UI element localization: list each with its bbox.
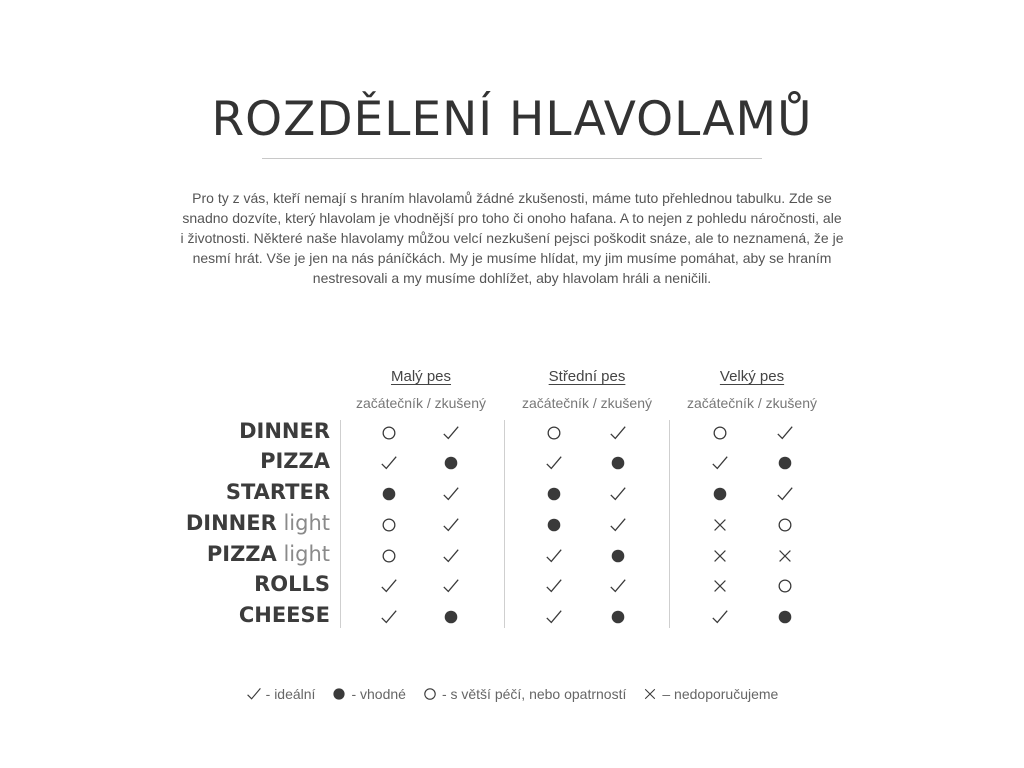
level-separator: / xyxy=(422,395,435,411)
rating-cell xyxy=(606,605,630,629)
circle-icon xyxy=(380,516,398,534)
level-subheader xyxy=(672,395,832,411)
legend-item xyxy=(642,686,778,702)
rating-cell xyxy=(708,482,732,506)
cross-icon xyxy=(776,547,794,565)
check-icon xyxy=(545,547,563,565)
check-icon xyxy=(609,577,627,595)
product-name: PIZZA xyxy=(206,542,277,566)
check-icon xyxy=(442,516,460,534)
rating-cell xyxy=(606,482,630,506)
check-icon xyxy=(380,608,398,626)
title-divider xyxy=(262,158,762,159)
rating-cell xyxy=(377,482,401,506)
rating-cell xyxy=(439,574,463,598)
circle-icon xyxy=(380,547,398,565)
rating-cell xyxy=(606,421,630,445)
dot-icon xyxy=(442,454,460,472)
circle-icon xyxy=(776,516,794,534)
rating-cell xyxy=(542,451,566,475)
check-icon xyxy=(380,577,398,595)
level-separator: / xyxy=(753,395,766,411)
dot-icon xyxy=(711,485,729,503)
dot-icon xyxy=(331,686,347,702)
check-icon xyxy=(776,424,794,442)
group-header: Střední pes xyxy=(548,368,626,385)
cross-icon xyxy=(642,686,658,702)
check-icon xyxy=(609,424,627,442)
cross-icon xyxy=(711,547,729,565)
legend xyxy=(0,686,1024,705)
group-header: Malý pes xyxy=(390,368,452,385)
column-divider xyxy=(340,420,341,628)
check-icon xyxy=(246,686,262,702)
rating-cell xyxy=(542,421,566,445)
rating-cell xyxy=(773,605,797,629)
rating-cell xyxy=(439,513,463,537)
check-icon xyxy=(711,454,729,472)
cross-icon xyxy=(711,577,729,595)
row-label xyxy=(239,419,330,443)
page-title: ROZDĚLENÍ HLAVOLAMŮ xyxy=(211,92,813,147)
beginner-label: začátečník xyxy=(356,395,423,411)
product-name: DINNER xyxy=(185,511,277,535)
intro-paragraph: Pro ty z vás, kteří nemají s hraním hlavolamů žádné zkušenosti, máme tuto přehlednou tabulku. Zde se snadno dozvíte, který hlavolam je vhodnější pro toho či onoho hafana. A to nejen z pohledu náročnosti, ale i životnosti. Některé naše hlavolamy můžou velcí nezkušení pejsci poškodit snáze, ale to neznamená, že je nesmí hrát. Vše je jen na nás páníčkách. My je musíme hlídat, my jim musíme pomáhat, aby se hraním nestresovali a my musíme dohlížet, aby hlavolam hráli a neničili. xyxy=(180,190,844,286)
column-divider xyxy=(504,420,505,628)
rating-cell xyxy=(606,513,630,537)
rating-cell xyxy=(606,451,630,475)
column-divider xyxy=(669,420,670,628)
rating-cell xyxy=(773,574,797,598)
expert-label: zkušený xyxy=(434,395,486,411)
dot-icon xyxy=(609,547,627,565)
check-icon xyxy=(442,547,460,565)
rating-cell xyxy=(439,482,463,506)
cross-icon xyxy=(711,516,729,534)
circle-icon xyxy=(380,424,398,442)
rating-cell xyxy=(773,451,797,475)
row-label xyxy=(207,542,330,566)
check-icon xyxy=(380,454,398,472)
circle-icon xyxy=(545,424,563,442)
rating-cell xyxy=(542,574,566,598)
rating-cell xyxy=(377,451,401,475)
rating-cell xyxy=(542,544,566,568)
check-icon xyxy=(545,577,563,595)
check-icon xyxy=(776,485,794,503)
circle-icon xyxy=(711,424,729,442)
dot-icon xyxy=(609,608,627,626)
group-header: Velký pes xyxy=(719,368,785,385)
rating-cell xyxy=(377,574,401,598)
rating-cell xyxy=(377,421,401,445)
check-icon xyxy=(711,608,729,626)
beginner-label: začátečník xyxy=(522,395,589,411)
variant-suffix: light xyxy=(276,511,330,535)
rating-cell xyxy=(773,513,797,537)
dot-icon xyxy=(776,454,794,472)
dot-icon xyxy=(380,485,398,503)
rating-cell xyxy=(708,451,732,475)
variant-suffix: light xyxy=(276,542,330,566)
rating-cell xyxy=(773,421,797,445)
product-name: CHEESE xyxy=(238,603,330,627)
rating-cell xyxy=(606,574,630,598)
rating-cell xyxy=(377,605,401,629)
rating-cell xyxy=(377,513,401,537)
product-name: PIZZA xyxy=(260,449,330,473)
circle-icon xyxy=(776,577,794,595)
circle-icon xyxy=(422,686,438,702)
rating-cell xyxy=(377,544,401,568)
rating-cell xyxy=(439,544,463,568)
row-label xyxy=(226,480,330,504)
legend-item xyxy=(331,686,405,702)
rating-cell xyxy=(708,544,732,568)
check-icon xyxy=(442,424,460,442)
check-icon xyxy=(442,577,460,595)
legend-label: – nedoporučujeme xyxy=(662,686,779,702)
level-separator: / xyxy=(588,395,601,411)
check-icon xyxy=(609,485,627,503)
check-icon xyxy=(545,608,563,626)
dot-icon xyxy=(442,608,460,626)
rating-cell xyxy=(708,605,732,629)
rating-cell xyxy=(439,605,463,629)
rating-cell xyxy=(773,544,797,568)
legend-item xyxy=(422,686,626,702)
rating-cell xyxy=(542,513,566,537)
row-label xyxy=(186,511,330,535)
rating-cell xyxy=(542,605,566,629)
rating-cell xyxy=(439,451,463,475)
rating-cell xyxy=(708,574,732,598)
check-icon xyxy=(609,516,627,534)
row-label xyxy=(239,603,330,627)
level-subheader xyxy=(507,395,667,411)
legend-label: - s větší péčí, nebo opatrností xyxy=(441,686,627,702)
product-name: STARTER xyxy=(225,480,330,504)
legend-item xyxy=(246,686,316,702)
rating-cell xyxy=(708,421,732,445)
level-subheader xyxy=(341,395,501,411)
rating-cell xyxy=(708,513,732,537)
legend-label: - vhodné xyxy=(351,686,406,702)
rating-cell xyxy=(542,482,566,506)
row-label xyxy=(260,449,330,473)
product-name: DINNER xyxy=(239,419,330,443)
dot-icon xyxy=(776,608,794,626)
row-label xyxy=(254,572,330,596)
check-icon xyxy=(442,485,460,503)
legend-label: - ideální xyxy=(265,686,316,702)
rating-cell xyxy=(439,421,463,445)
rating-cell xyxy=(773,482,797,506)
beginner-label: začátečník xyxy=(687,395,754,411)
product-name: ROLLS xyxy=(254,572,330,596)
dot-icon xyxy=(545,516,563,534)
dot-icon xyxy=(545,485,563,503)
rating-cell xyxy=(606,544,630,568)
expert-label: zkušený xyxy=(765,395,817,411)
dot-icon xyxy=(609,454,627,472)
expert-label: zkušený xyxy=(600,395,652,411)
check-icon xyxy=(545,454,563,472)
